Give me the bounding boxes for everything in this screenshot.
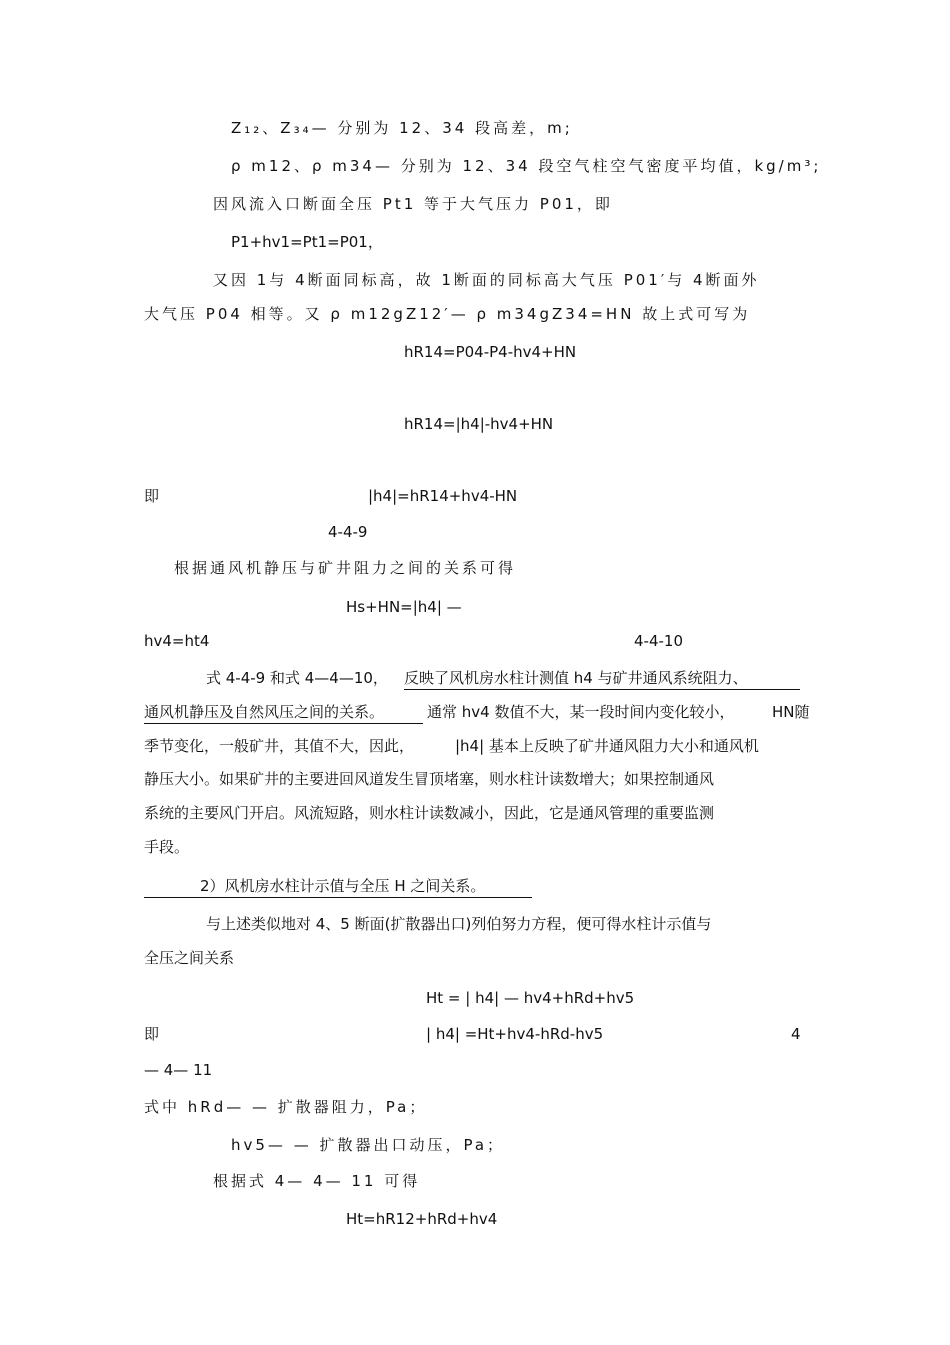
text-line: ρ m12、ρ m34— 分别为 12、34 段空气柱空气密度平均值，kg/m³; xyxy=(231,157,822,175)
formula-line: |h4|=hR14+hv4-HN xyxy=(368,487,518,505)
text-line: 大气压 P04 相等。又 ρ m12gZ12′— ρ m34gZ34=HN 故上式可写为 xyxy=(144,305,751,323)
underlined-text: 通风机静压及自然风压之间的关系。 xyxy=(144,702,423,724)
text-line: 通常 hv4 数值不大，某一段时间内变化较小， xyxy=(427,703,735,721)
text-line: hv5— — 扩散器出口动压，Pa； xyxy=(231,1136,506,1154)
text-line: 即 xyxy=(144,487,160,505)
text-line: Z₁₂、Z₃₄— 分别为 12、34 段高差，m; xyxy=(231,119,573,137)
formula-line: | h4| =Ht+hv4-hRd-hv5 xyxy=(426,1025,604,1043)
text-line: 与上述类似地对 4、5 断面(扩散器出口)列伯努力方程，便可得水柱计示值与 xyxy=(206,915,712,933)
equation-number: 4-4-10 xyxy=(634,632,683,650)
formula-line: hR14=P04-P4-hv4+HN xyxy=(404,343,577,361)
text-line: 手段。 xyxy=(144,838,190,856)
formula-line: Hs+HN=|h4| — xyxy=(346,598,462,616)
equation-number: 4-4-9 xyxy=(328,523,368,541)
formula-line: Ht = | h4| — hv4+hRd+hv5 xyxy=(426,989,635,1007)
text-line: 即 xyxy=(144,1025,160,1043)
text-line: |h4| 基本上反映了矿井通风阻力大小和通风机 xyxy=(455,737,759,755)
formula-line: Ht=hR12+hRd+hv4 xyxy=(346,1210,498,1228)
text-line: P1+hv1=Pt1=P01， xyxy=(231,233,383,251)
text-line: 式 4-4-9 和式 4—4—10， xyxy=(206,669,388,687)
text-line: 系统的主要风门开启。风流短路，则水柱计读数减小，因此，它是通风管理的重要监测 xyxy=(144,804,715,822)
text-line: 根据式 4— 4— 11 可得 xyxy=(213,1172,421,1190)
text-line: 又因 1与 4断面同标高，故 1断面的同标高大气压 P01′与 4断面外 xyxy=(213,271,760,289)
underlined-text: 反映了风机房水柱计测值 h4 与矿井通风系统阻力、 xyxy=(404,668,800,690)
text-line: 因风流入口断面全压 Pt1 等于大气压力 P01，即 xyxy=(213,195,613,213)
text-line: 季节变化，一般矿井，其值不大，因此， xyxy=(144,737,415,755)
text-line: 根据通风机静压与矿井阻力之间的关系可得 xyxy=(174,559,517,577)
formula-line: hv4=ht4 xyxy=(144,632,210,650)
text-line: 式中 hRd— — 扩散器阻力，Pa； xyxy=(144,1098,428,1116)
text-line: 静压大小。如果矿井的主要进回风道发生冒顶堵塞，则水柱计读数增大；如果控制通风 xyxy=(144,770,715,788)
equation-number: 4 xyxy=(791,1025,801,1043)
text-line: HN随 xyxy=(772,703,810,721)
formula-line: hR14=|h4|-hv4+HN xyxy=(404,415,554,433)
text-line: 全压之间关系 xyxy=(144,949,235,967)
section-heading: 2）风机房水柱计示值与全压 H 之间关系。 xyxy=(144,876,532,898)
equation-number: — 4— 11 xyxy=(144,1061,213,1079)
